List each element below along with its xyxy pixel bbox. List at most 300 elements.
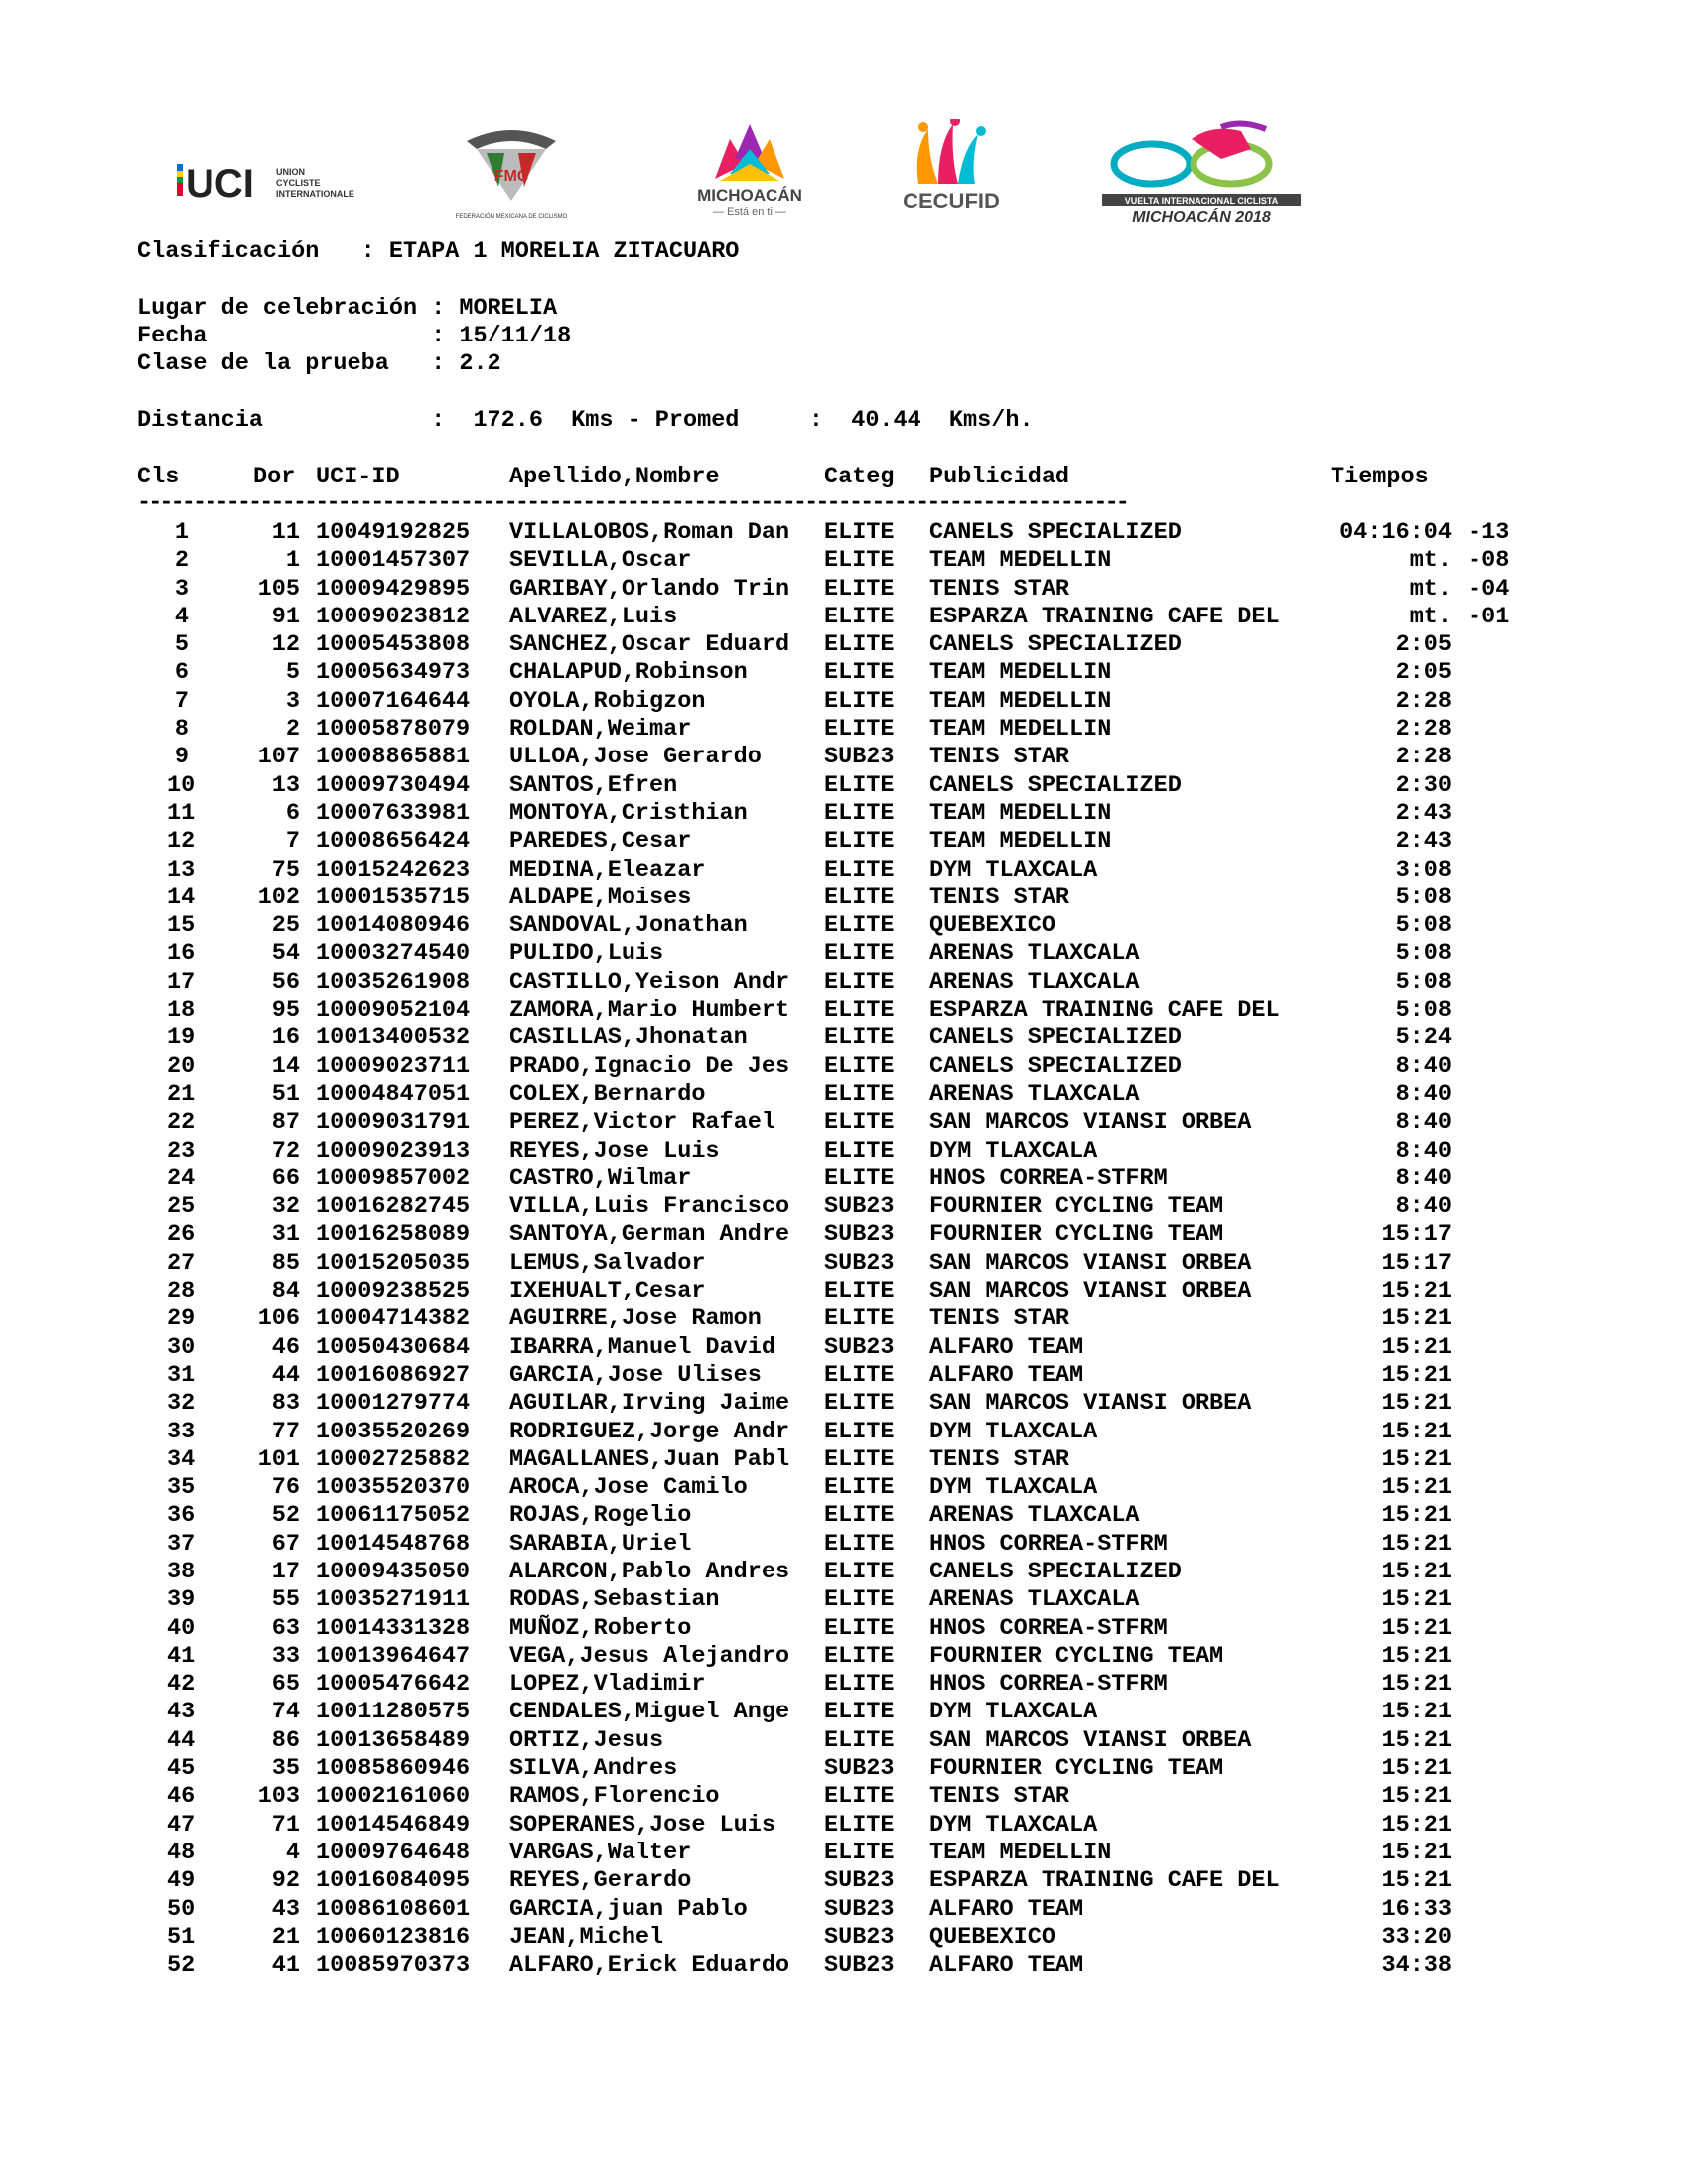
cell-time: 15:21 [1381,1586,1452,1614]
cell-name: RODAS,Sebastian [509,1586,720,1614]
cell-name: AGUIRRE,Jose Ramon [509,1305,762,1333]
cell-cat: ELITE [824,912,895,940]
cell-uci: 10009031791 [316,1109,471,1137]
cell-name: GARCIA,Jose Ulises [509,1361,762,1389]
table-row [0,1474,1688,1502]
cell-team: HNOS CORREA-STFRM [929,1164,1168,1192]
cell-cat: ELITE [824,1361,895,1389]
clase-line: Clase de la prueba : 2.2 [137,350,501,377]
cell-team: HNOS CORREA-STFRM [929,1614,1168,1642]
cell-name: SANCHEZ,Oscar Eduard [509,631,790,659]
table-row [0,744,1688,771]
cell-uci: 10009023812 [316,603,471,630]
table-row [0,631,1688,659]
cell-dor: 3 [285,687,300,715]
table-row [0,688,1688,716]
table-row [0,1840,1688,1867]
cell-cat: SUB23 [824,1952,895,1979]
cell-team: ARENAS TLAXCALA [929,1502,1140,1530]
table-row [0,772,1688,800]
cell-dor: 2 [285,716,300,744]
cell-cat: ELITE [824,1390,895,1418]
cell-dor: 44 [271,1361,300,1389]
fmc-logo [437,119,586,228]
cell-dor: 4 [285,1839,300,1866]
cell-bonus: -08 [1468,547,1510,575]
cell-cls: 13 [167,856,196,884]
cell-team: HNOS CORREA-STFRM [929,1671,1168,1699]
cell-name: CHALAPUD,Robinson [509,659,748,687]
cell-time: 15:21 [1381,1783,1452,1811]
cell-uci: 10005878079 [316,716,471,744]
cell-cls: 42 [167,1671,196,1699]
cell-dor: 51 [271,1080,300,1108]
uci-logo [169,119,367,228]
table-row [0,800,1688,828]
cell-team: DYM TLAXCALA [929,1137,1098,1164]
cell-dor: 106 [257,1305,300,1333]
cell-name: OYOLA,Robigzon [509,687,706,715]
cell-cat: ELITE [824,1502,895,1530]
separator-line: ----------------------------------------------------------------------------------------- [137,489,1128,516]
cell-cls: 32 [167,1390,196,1418]
cell-uci: 10035271911 [316,1586,471,1614]
cell-dor: 7 [285,828,300,856]
table-row [0,1138,1688,1165]
cell-dor: 6 [285,799,300,827]
cell-time: 15:21 [1381,1811,1452,1839]
cell-cls: 19 [167,1024,196,1052]
cell-uci: 10007633981 [316,799,471,827]
col-cat: Categ [824,464,895,490]
cell-cat: ELITE [824,1474,895,1502]
cell-time: 15:21 [1381,1699,1452,1726]
cell-dor: 84 [271,1278,300,1305]
col-uci: UCI-ID [316,464,400,490]
cell-dor: 55 [271,1586,300,1614]
cell-cls: 26 [167,1221,196,1249]
cell-cat: ELITE [824,603,895,630]
cell-cat: ELITE [824,997,895,1024]
cell-name: GARCIA,juan Pablo [509,1895,748,1923]
cell-uci: 10001279774 [316,1390,471,1418]
cell-cat: ELITE [824,716,895,744]
table-row [0,1671,1688,1699]
cell-cat: ELITE [824,1164,895,1192]
cell-name: ORTIZ,Jesus [509,1726,664,1754]
table-row [0,997,1688,1024]
cell-uci: 10008865881 [316,744,471,771]
cell-uci: 10005476642 [316,1671,471,1699]
cell-dor: 31 [271,1221,300,1249]
cell-uci: 10002725882 [316,1445,471,1473]
cell-cls: 17 [167,968,196,996]
cell-cat: SUB23 [824,1923,895,1951]
cell-dor: 66 [271,1164,300,1192]
cell-uci: 10001535715 [316,884,471,911]
cell-name: PAREDES,Cesar [509,828,692,856]
cell-cat: ELITE [824,1305,895,1333]
cell-cat: SUB23 [824,1867,895,1895]
michoacan-logo [675,119,824,228]
cell-name: ROLDAN,Weimar [509,716,692,744]
cell-cat: SUB23 [824,1221,895,1249]
cell-uci: 10015242623 [316,856,471,884]
cell-uci: 10009435050 [316,1558,471,1585]
cell-uci: 10005453808 [316,631,471,659]
cell-uci: 10035520269 [316,1418,471,1445]
cell-dor: 5 [285,659,300,687]
cell-dor: 91 [271,603,300,630]
cell-name: SANDOVAL,Jonathan [509,912,748,940]
cell-cat: SUB23 [824,1249,895,1277]
cell-team: TENIS STAR [929,884,1070,911]
cell-uci: 10050430684 [316,1333,471,1361]
col-team: Publicidad [929,464,1070,490]
cell-uci: 10016282745 [316,1193,471,1221]
cell-cls: 6 [174,659,189,687]
table-row [0,1643,1688,1671]
cell-name: VEGA,Jesus Alejandro [509,1642,790,1670]
cell-dor: 65 [271,1671,300,1699]
cell-name: CENDALES,Miguel Ange [509,1699,790,1726]
cell-uci: 10014080946 [316,912,471,940]
cell-dor: 83 [271,1390,300,1418]
cell-name: VILLALOBOS,Roman Dan [509,519,790,546]
table-row [0,1727,1688,1755]
table-row [0,1419,1688,1446]
cell-time: 15:17 [1381,1249,1452,1277]
cell-uci: 10004714382 [316,1305,471,1333]
col-cls: Cls [137,464,180,490]
cell-team: CANELS SPECIALIZED [929,1558,1182,1585]
cell-uci: 10009764648 [316,1839,471,1866]
cell-team: ESPARZA TRAINING CAFE DEL [929,1867,1280,1895]
table-row [0,1362,1688,1390]
cell-cat: ELITE [824,1137,895,1164]
cell-name: VILLA,Luis Francisco [509,1193,790,1221]
table-row [0,716,1688,744]
cell-cls: 44 [167,1726,196,1754]
cell-dor: 46 [271,1333,300,1361]
table-row [0,1024,1688,1052]
cell-time: 15:21 [1381,1305,1452,1333]
cell-name: ULLOA,Jose Gerardo [509,744,762,771]
cell-dor: 17 [271,1558,300,1585]
cell-dor: 87 [271,1109,300,1137]
table-row [0,1250,1688,1278]
cell-uci: 10014548768 [316,1530,471,1558]
cell-cat: ELITE [824,856,895,884]
cell-cls: 1 [174,519,189,546]
cell-cat: ELITE [824,799,895,827]
cell-team: DYM TLAXCALA [929,1474,1098,1502]
svg-text:UNION: UNION [276,167,305,177]
cell-time: 15:21 [1381,1558,1452,1585]
cell-dor: 86 [271,1726,300,1754]
cell-cls: 43 [167,1699,196,1726]
cell-dor: 35 [271,1755,300,1783]
cell-team: ESPARZA TRAINING CAFE DEL [929,603,1280,630]
cell-dor: 76 [271,1474,300,1502]
cell-uci: 10014331328 [316,1614,471,1642]
cell-team: FOURNIER CYCLING TEAM [929,1193,1224,1221]
table-row [0,604,1688,631]
svg-text:MICHOACÁN 2018: MICHOACÁN 2018 [1132,209,1271,226]
table-row [0,1755,1688,1783]
cell-name: SANTOYA,German Andre [509,1221,790,1249]
cell-time: 8:40 [1395,1109,1452,1137]
cell-dor: 21 [271,1923,300,1951]
cell-cls: 27 [167,1249,196,1277]
svg-text:VUELTA INTERNACIONAL CICLISTA: VUELTA INTERNACIONAL CICLISTA [1124,196,1279,205]
cell-cls: 31 [167,1361,196,1389]
cell-name: MAGALLANES,Juan Pabl [509,1445,790,1473]
cell-time: 33:20 [1381,1923,1452,1951]
cell-bonus: -13 [1468,519,1510,546]
svg-text:CECUFID: CECUFID [903,189,1000,213]
cell-time: 15:21 [1381,1671,1452,1699]
cell-cat: ELITE [824,1699,895,1726]
cell-time: 5:08 [1395,940,1452,968]
cell-cls: 18 [167,997,196,1024]
cell-dor: 92 [271,1867,300,1895]
cell-uci: 10035261908 [316,968,471,996]
cell-dor: 16 [271,1024,300,1052]
table-row [0,912,1688,940]
cell-cls: 46 [167,1783,196,1811]
cell-name: GARIBAY,Orlando Trin [509,575,790,603]
cell-time: 15:21 [1381,1839,1452,1866]
cell-team: DYM TLAXCALA [929,1418,1098,1445]
cell-cls: 25 [167,1193,196,1221]
table-row [0,1924,1688,1952]
cell-name: PULIDO,Luis [509,940,664,968]
cell-time: 15:21 [1381,1418,1452,1445]
cell-uci: 10013658489 [316,1726,471,1754]
cell-team: SAN MARCOS VIANSI ORBEA [929,1726,1252,1754]
cell-cat: ELITE [824,1418,895,1445]
cell-time: 8:40 [1395,1137,1452,1164]
cell-cat: ELITE [824,1278,895,1305]
cell-dor: 12 [271,631,300,659]
cell-team: TEAM MEDELLIN [929,1839,1112,1866]
cell-name: ALFARO,Erick Eduardo [509,1952,790,1979]
cell-time: 5:08 [1395,997,1452,1024]
cell-dor: 63 [271,1614,300,1642]
cell-team: ALFARO TEAM [929,1333,1084,1361]
cell-uci: 10007164644 [316,687,471,715]
cell-uci: 10016086927 [316,1361,471,1389]
cell-dor: 75 [271,856,300,884]
svg-text:— Está en ti —: — Está en ti — [713,206,786,218]
cell-name: LOPEZ,Vladimir [509,1671,706,1699]
cell-uci: 10014546849 [316,1811,471,1839]
cell-cls: 48 [167,1839,196,1866]
cell-cls: 30 [167,1333,196,1361]
cell-name: LEMUS,Salvador [509,1249,706,1277]
cell-team: ESPARZA TRAINING CAFE DEL [929,997,1280,1024]
cell-team: ARENAS TLAXCALA [929,1080,1140,1108]
cell-dor: 14 [271,1052,300,1080]
cell-time: 15:21 [1381,1333,1452,1361]
cell-uci: 10049192825 [316,519,471,546]
cell-dor: 102 [257,884,300,911]
cell-name: SILVA,Andres [509,1755,678,1783]
vuelta-michoacan-logo [1082,119,1321,228]
cell-cls: 33 [167,1418,196,1445]
cell-cat: ELITE [824,1671,895,1699]
uci-mark: UCI [186,162,254,205]
cell-cat: ELITE [824,884,895,911]
cell-team: TENIS STAR [929,1445,1070,1473]
table-row [0,1165,1688,1193]
table-row [0,857,1688,885]
cell-name: SOPERANES,Jose Luis [509,1811,775,1839]
col-dor: Dor [253,464,296,490]
cell-uci: 10009429895 [316,575,471,603]
cell-cat: ELITE [824,1558,895,1585]
cell-cat: SUB23 [824,1895,895,1923]
cell-team: TENIS STAR [929,1305,1070,1333]
column-header-row [0,464,1688,491]
cell-uci: 10060123816 [316,1923,471,1951]
cell-time: 15:21 [1381,1614,1452,1642]
table-row [0,1699,1688,1726]
cell-team: CANELS SPECIALIZED [929,519,1182,546]
table-row [0,1278,1688,1305]
table-row [0,1334,1688,1362]
cell-cls: 20 [167,1052,196,1080]
cell-uci: 10009052104 [316,997,471,1024]
cell-cls: 21 [167,1080,196,1108]
cell-uci: 10085860946 [316,1755,471,1783]
cell-uci: 10086108601 [316,1895,471,1923]
cell-time: 15:21 [1381,1361,1452,1389]
cell-time: mt. [1409,547,1452,575]
cell-cat: ELITE [824,1783,895,1811]
cell-team: DYM TLAXCALA [929,856,1098,884]
cell-name: ALDAPE,Moises [509,884,692,911]
cell-name: JEAN,Michel [509,1923,664,1951]
cell-time: 15:21 [1381,1502,1452,1530]
cell-time: 5:24 [1395,1024,1452,1052]
table-row [0,1109,1688,1137]
cell-dor: 103 [257,1783,300,1811]
cell-team: CANELS SPECIALIZED [929,771,1182,799]
cell-cat: ELITE [824,575,895,603]
cell-name: ALVAREZ,Luis [509,603,678,630]
cell-cls: 40 [167,1614,196,1642]
cell-uci: 10013964647 [316,1642,471,1670]
cell-time: 8:40 [1395,1052,1452,1080]
cell-dor: 107 [257,744,300,771]
cell-uci: 10009023711 [316,1052,471,1080]
cell-cls: 12 [167,828,196,856]
cell-uci: 10004847051 [316,1080,471,1108]
cell-time: 34:38 [1381,1952,1452,1979]
cell-cat: ELITE [824,1445,895,1473]
cell-time: 15:21 [1381,1278,1452,1305]
cell-time: 16:33 [1381,1895,1452,1923]
cell-cat: SUB23 [824,1333,895,1361]
cell-cat: SUB23 [824,1193,895,1221]
cell-cls: 8 [174,716,189,744]
cell-time: 15:21 [1381,1530,1452,1558]
cell-uci: 10009857002 [316,1164,471,1192]
cell-name: ROJAS,Rogelio [509,1502,692,1530]
cell-cls: 28 [167,1278,196,1305]
cell-cls: 24 [167,1164,196,1192]
cell-cat: ELITE [824,631,895,659]
cell-name: RAMOS,Florencio [509,1783,720,1811]
cell-cls: 36 [167,1502,196,1530]
cell-name: VARGAS,Walter [509,1839,692,1866]
cell-cat: SUB23 [824,744,895,771]
cell-cat: ELITE [824,519,895,546]
table-row [0,659,1688,687]
cell-cls: 3 [174,575,189,603]
svg-text:MICHOACÁN: MICHOACÁN [697,186,802,205]
cell-dor: 71 [271,1811,300,1839]
cell-name: IBARRA,Manuel David [509,1333,775,1361]
table-row [0,1053,1688,1081]
cell-cls: 34 [167,1445,196,1473]
cell-cls: 9 [174,744,189,771]
table-row [0,969,1688,997]
cell-cat: ELITE [824,1109,895,1137]
cell-team: TEAM MEDELLIN [929,687,1112,715]
cell-cls: 50 [167,1895,196,1923]
cell-uci: 10061175052 [316,1502,471,1530]
cell-time: 15:21 [1381,1867,1452,1895]
cell-team: DYM TLAXCALA [929,1699,1098,1726]
cell-dor: 25 [271,912,300,940]
cell-uci: 10005634973 [316,659,471,687]
table-row [0,1446,1688,1474]
cell-cls: 16 [167,940,196,968]
table-row [0,1531,1688,1559]
svg-text:FEDERACIÓN MEXICANA DE CICLISM: FEDERACIÓN MEXICANA DE CICLISMO [455,214,568,220]
cell-team: TEAM MEDELLIN [929,547,1112,575]
svg-text:FMC: FMC [493,168,529,185]
cell-name: PEREZ,Victor Rafael [509,1109,775,1137]
cell-cls: 47 [167,1811,196,1839]
cell-cls: 52 [167,1952,196,1979]
cell-name: CASTILLO,Yeison Andr [509,968,790,996]
cell-name: MUÑOZ,Roberto [509,1614,692,1642]
cell-uci: 10015205035 [316,1249,471,1277]
table-row [0,1502,1688,1530]
cell-time: 15:21 [1381,1642,1452,1670]
cell-name: MONTOYA,Cristhian [509,799,748,827]
fecha-line: Fecha : 15/11/18 [137,323,572,349]
cell-name: AROCA,Jose Camilo [509,1474,748,1502]
cell-cat: ELITE [824,828,895,856]
cell-cls: 4 [174,603,189,630]
cell-team: TEAM MEDELLIN [929,799,1112,827]
cell-uci: 10016258089 [316,1221,471,1249]
cell-dor: 72 [271,1137,300,1164]
cell-uci: 10035520370 [316,1474,471,1502]
cell-team: CANELS SPECIALIZED [929,1024,1182,1052]
cell-team: TEAM MEDELLIN [929,716,1112,744]
results-table [0,519,1688,1979]
cell-cat: ELITE [824,1080,895,1108]
cell-cat: ELITE [824,1530,895,1558]
cell-cat: ELITE [824,968,895,996]
cell-time: 15:17 [1381,1221,1452,1249]
